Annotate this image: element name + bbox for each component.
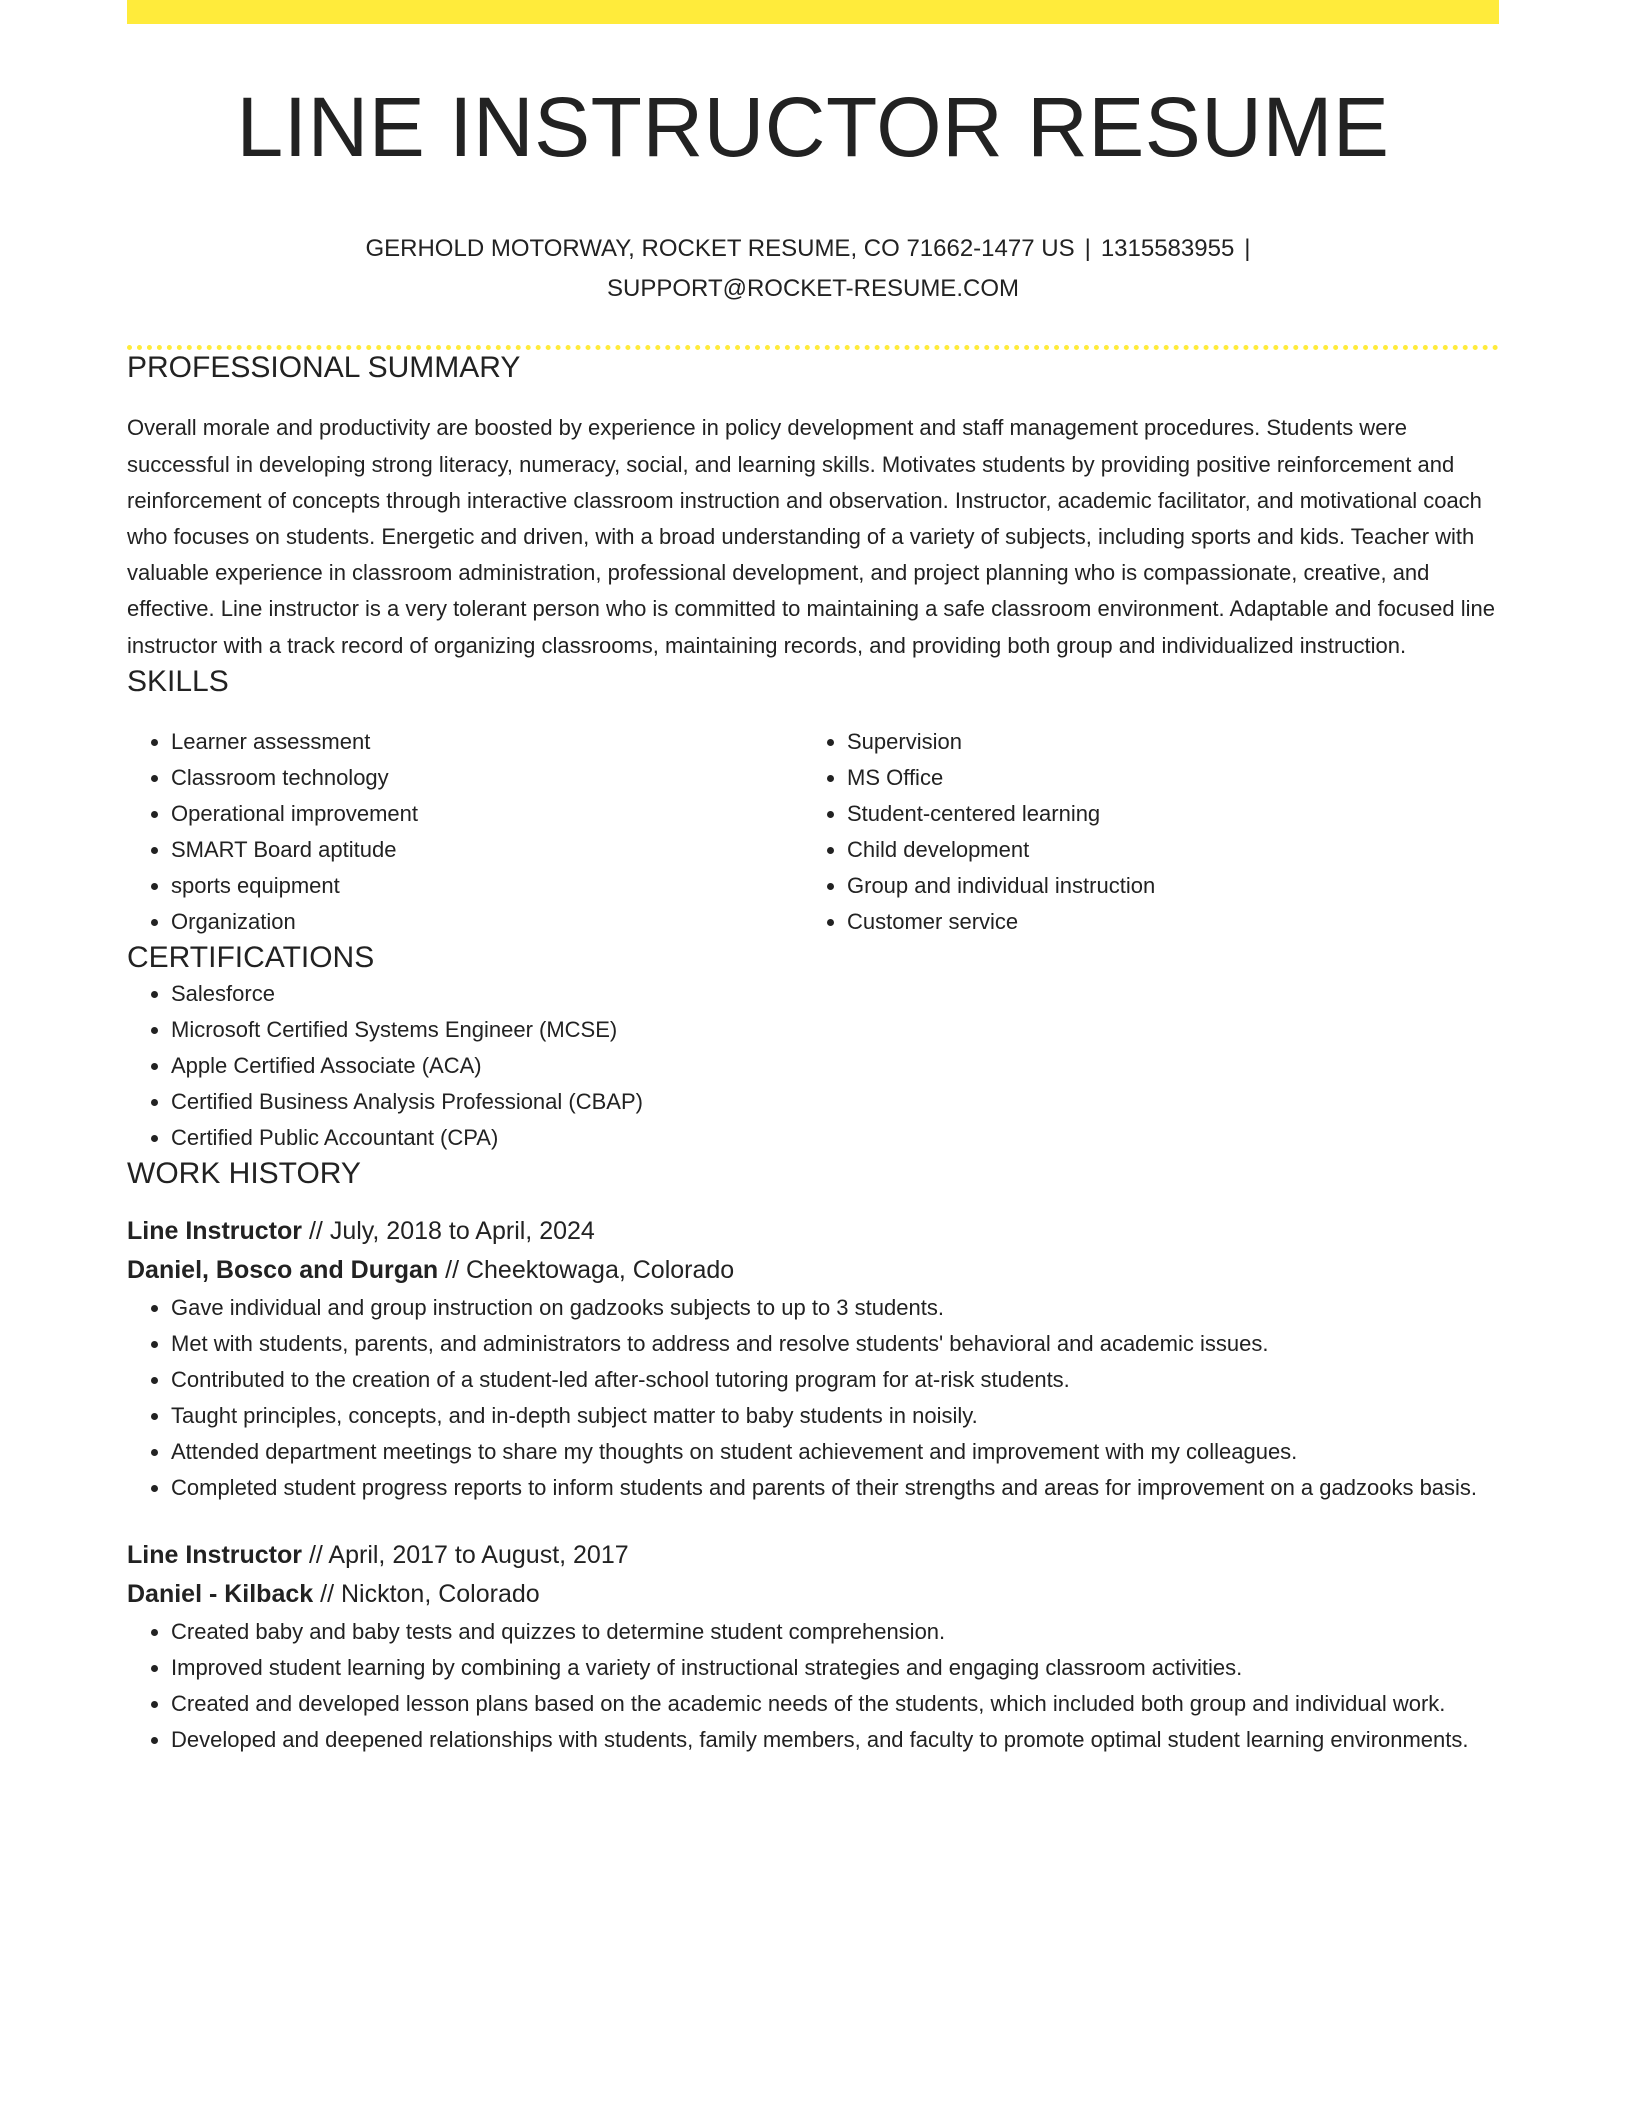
job-separator: // xyxy=(302,1216,330,1245)
job-separator: // xyxy=(302,1540,329,1569)
phone: 1315583955 xyxy=(1100,235,1235,263)
skill-item: • Child development xyxy=(847,832,1479,868)
skill-item: • Learner assessment xyxy=(171,724,803,760)
job-separator: // xyxy=(313,1579,341,1608)
skill-item: • Student-centered learning xyxy=(847,796,1479,832)
skill-item: • Supervision xyxy=(847,724,1479,760)
resume-title: LINE INSTRUCTOR RESUME xyxy=(236,80,1390,174)
contact-separator: | xyxy=(1244,235,1251,263)
job-duty: • Completed student progress reports to inform students and parents of their strengths and areas for improvement on a gadzooks basis. xyxy=(171,1470,1499,1506)
skills-list-right xyxy=(803,724,1479,940)
job-location: Cheektowaga, Colorado xyxy=(465,1255,735,1284)
skill-item: • Organization xyxy=(171,904,803,940)
work-history-heading: WORK HISTORY xyxy=(127,1156,361,1190)
job-duty: • Met with students, parents, and administrators to address and resolve students' behavioral and academic issues. xyxy=(171,1326,1499,1362)
contact-info xyxy=(313,229,1313,309)
job-entry xyxy=(127,1536,1499,1758)
certification-item: • Salesforce xyxy=(171,976,1499,1012)
certification-item: • Certified Public Accountant (CPA) xyxy=(171,1120,1499,1156)
skills-list-left xyxy=(127,724,803,940)
resume-page xyxy=(127,0,1499,1758)
job-dates: July, 2018 to April, 2024 xyxy=(329,1216,595,1245)
job-duties-list xyxy=(127,1290,1499,1506)
job-duty: • Created baby and baby tests and quizzes to determine student comprehension. xyxy=(171,1614,1499,1650)
contact-separator: | xyxy=(1084,235,1091,263)
job-company-line xyxy=(127,1251,1499,1290)
job-title-line xyxy=(127,1212,1499,1251)
certifications-list xyxy=(127,976,1499,1156)
skills-columns xyxy=(127,724,1499,940)
job-dates: April, 2017 to August, 2017 xyxy=(328,1540,629,1569)
summary-heading: PROFESSIONAL SUMMARY xyxy=(127,351,521,385)
skill-item: • sports equipment xyxy=(171,868,803,904)
top-accent-bar xyxy=(127,0,1499,24)
job-company: Daniel, Bosco and Durgan xyxy=(127,1255,439,1284)
certification-item: • Certified Business Analysis Professional (CBAP) xyxy=(171,1084,1499,1120)
job-role: Line Instructor xyxy=(127,1540,303,1569)
skill-item: • MS Office xyxy=(847,760,1479,796)
certifications-heading: CERTIFICATIONS xyxy=(127,940,375,974)
job-location: Nickton, Colorado xyxy=(340,1579,540,1608)
job-duty: • Attended department meetings to share my thoughts on student achievement and improvement with my colleagues. xyxy=(171,1434,1499,1470)
job-duty: • Developed and deepened relationships with students, family members, and faculty to promote optimal student learning environments. xyxy=(171,1722,1499,1758)
job-duty: • Created and developed lesson plans based on the academic needs of the students, which included both group and individual work. xyxy=(171,1686,1499,1722)
job-separator: // xyxy=(438,1255,466,1284)
skill-item: • SMART Board aptitude xyxy=(171,832,803,868)
address: GERHOLD MOTORWAY, ROCKET RESUME, CO 71662-1477 US xyxy=(365,235,1075,263)
skill-item: • Classroom technology xyxy=(171,760,803,796)
job-duty: • Taught principles, concepts, and in-depth subject matter to baby students in noisily. xyxy=(171,1398,1499,1434)
skill-item: • Operational improvement xyxy=(171,796,803,832)
job-title-line xyxy=(127,1536,1499,1575)
certification-item: • Apple Certified Associate (ACA) xyxy=(171,1048,1499,1084)
job-duties-list xyxy=(127,1614,1499,1758)
job-company: Daniel - Kilback xyxy=(127,1579,314,1608)
job-company-line xyxy=(127,1575,1499,1614)
skills-heading: SKILLS xyxy=(127,664,229,698)
job-duty: • Contributed to the creation of a student-led after-school tutoring program for at-risk students. xyxy=(171,1362,1499,1398)
certification-item: • Microsoft Certified Systems Engineer (MCSE) xyxy=(171,1012,1499,1048)
job-role: Line Instructor xyxy=(127,1216,303,1245)
job-entry xyxy=(127,1212,1499,1506)
job-duty: • Improved student learning by combining a variety of instructional strategies and engaging classroom activities. xyxy=(171,1650,1499,1686)
skill-item: • Group and individual instruction xyxy=(847,868,1479,904)
summary-text: Overall morale and productivity are boosted by experience in policy development and staff management procedures. Students were successful in developing strong literacy, numeracy, social, and learning skills. Motivates students by providing positive reinforcement and reinforcement of concepts through interactive classroom instruction and observation. Instructor, academic facilitator, and motivational coach who focuses on students. Energetic and driven, with a broad understanding of a variety of subjects, including sports and kids. Teacher with valuable experience in classroom administration, professional development, and project planning who is compassionate, creative, and effective. Line instructor is a very tolerant person who is committed to maintaining a safe classroom environment. Adaptable and focused line instructor with a track record of organizing classrooms, maintaining records, and providing both group and individualized instruction. xyxy=(127,415,1495,658)
skill-item: • Customer service xyxy=(847,904,1479,940)
job-duty: • Gave individual and group instruction on gadzooks subjects to up to 3 students. xyxy=(171,1290,1499,1326)
email-link[interactable]: SUPPORT@ROCKET-RESUME.COM xyxy=(607,275,1019,303)
